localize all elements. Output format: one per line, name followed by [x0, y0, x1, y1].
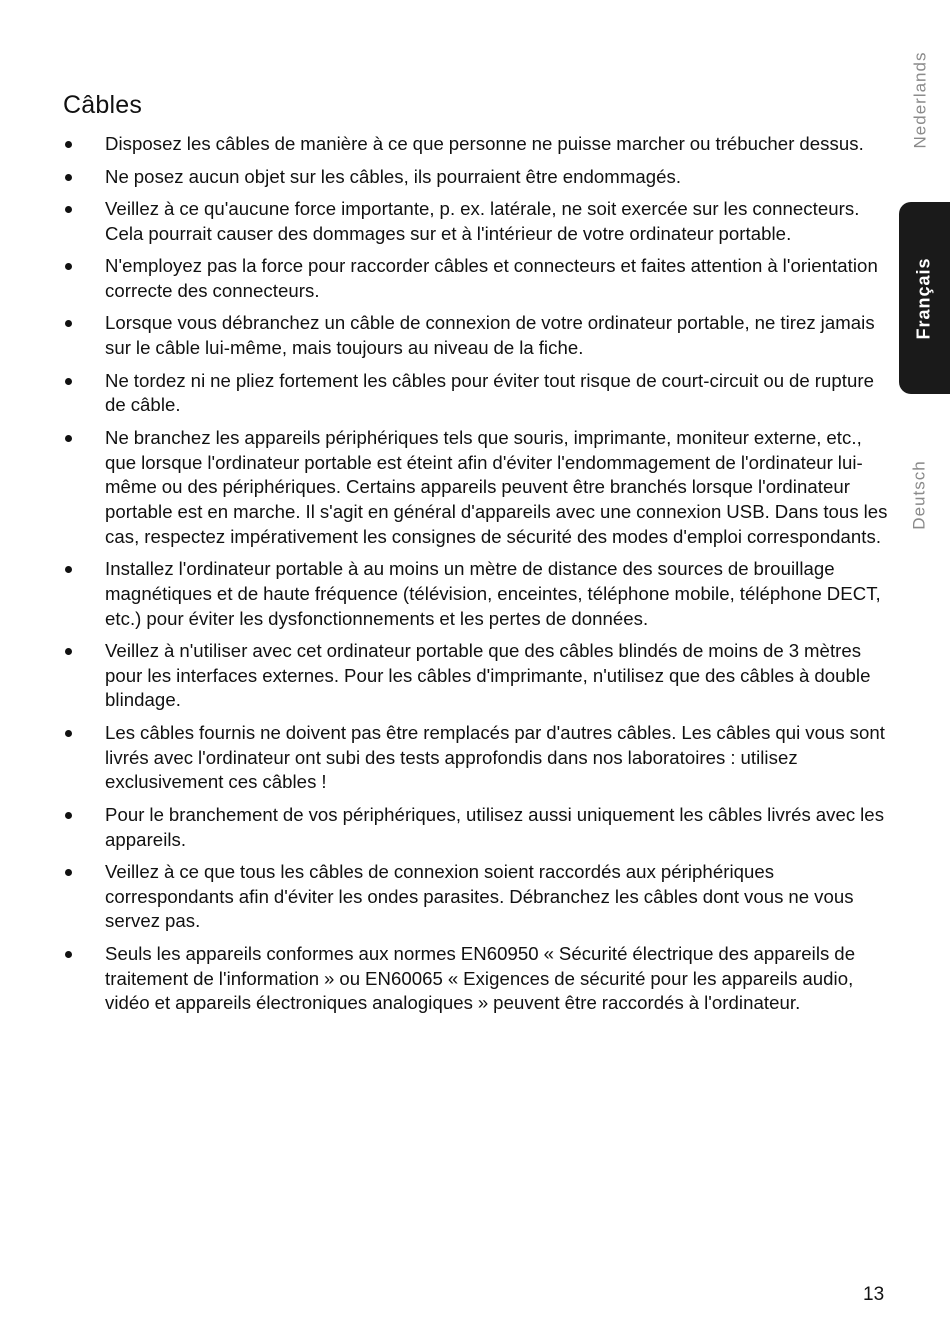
list-item-text: Les câbles fournis ne doivent pas être remplacés par d'autres câbles. Les câbles qui vous sont livrés avec l'ordinateur ont subi des tests approfondis dans nos laboratoires : utilisez exclusivement ces câbles !: [105, 721, 885, 793]
side-tab-label: Nederlands: [910, 51, 930, 149]
bullet-icon: [65, 812, 72, 819]
list-item-text: Veillez à ce que tous les câbles de connexion soient raccordés aux périphériques correspondants afin d'éviter les ondes parasites. Débranchez les câbles dont vous ne vous servez pas.: [105, 861, 854, 932]
bullet-icon: [65, 263, 72, 270]
side-tab-nederlands[interactable]: [895, 40, 945, 160]
bullet-icon: [65, 951, 72, 958]
list-item-text: Disposez les câbles de manière à ce que personne ne puisse marcher ou trébucher dessus.: [105, 133, 864, 154]
side-tab-label: Deutsch: [910, 460, 929, 530]
list-item: [63, 557, 893, 631]
list-item: [63, 426, 893, 550]
list-item-text: Lorsque vous débranchez un câble de connexion de votre ordinateur portable, ne tirez jamais sur le câble lui-même, mais toujours au niveau de la fiche.: [105, 312, 875, 359]
bullet-icon: [65, 206, 72, 213]
list-item: [63, 132, 893, 157]
list-item-text: Installez l'ordinateur portable à au moins un mètre de distance des sources de brouillage magnétiques et de haute fréquence (télévision, enceintes, téléphone mobile, téléphone DECT, etc.) pour éviter les dysfonctionnements et les pertes de données.: [105, 558, 881, 629]
list-item: [63, 165, 893, 190]
page-number: 13: [863, 1284, 885, 1305]
side-tab-deutsch[interactable]: [895, 448, 945, 542]
bullet-icon: [65, 869, 72, 876]
bullet-icon: [65, 174, 72, 181]
list-item: [63, 311, 893, 360]
bullet-list: [63, 132, 893, 1024]
bullet-icon: [65, 566, 72, 573]
bullet-icon: [65, 648, 72, 655]
list-item-text: N'employez pas la force pour raccorder câbles et connecteurs et faites attention à l'orientation correcte des connecteurs.: [105, 255, 878, 301]
bullet-icon: [65, 320, 72, 327]
bullet-icon: [65, 141, 72, 148]
list-item-text: Veillez à n'utiliser avec cet ordinateur portable que des câbles blindés de moins de 3 mètres pour les interfaces externes. Pour les câbles d'imprimante, n'utilisez que des câbles à double blindage.: [105, 640, 871, 711]
list-item: [63, 721, 893, 795]
list-item-text: Ne posez aucun objet sur les câbles, ils pourraient être endommagés.: [105, 165, 682, 187]
list-item: [63, 860, 893, 934]
list-item-text: Veillez à ce qu'aucune force importante, p. ex. latérale, ne soit exercée sur les connecteurs. Cela pourrait causer des dommages sur et à l'intérieur de votre ordinateur portable.: [105, 198, 860, 244]
list-item-text: Pour le branchement de vos périphériques, utilisez aussi uniquement les câbles livrés avec les appareils.: [105, 803, 885, 850]
list-item-text: Ne branchez les appareils périphériques tels que souris, imprimante, moniteur externe, etc., que lorsque l'ordinateur portable est éteint afin d'éviter l'endommagement de l'ordinateur lui-même ou des périphériques. Certains appareils peuvent être branchés lorsque l'ordinateur portable est en marche. Il s'agit en général d'appareils avec une connexion USB. Dans tous les cas, respectez impérativement les consignes de sécurité des modes d'emploi correspondants.: [105, 426, 888, 547]
page-title: Câbles: [63, 91, 143, 119]
list-item: [63, 639, 893, 713]
list-item: [63, 942, 893, 1016]
list-item: [63, 197, 893, 246]
list-item-text: Seuls les appareils conformes aux normes EN60950 « Sécurité électrique des appareils de traitement de l'information » ou EN60065 « Exigences de sécurité pour les appareils audio, vidéo et appareils électroniques analogiques » peuvent être raccordés à l'ordinateur.: [105, 942, 856, 1014]
side-tab-label: Français: [914, 256, 935, 340]
bullet-icon: [65, 730, 72, 737]
list-item: [63, 254, 893, 303]
list-item-text: Ne tordez ni ne pliez fortement les câbles pour éviter tout risque de court-circuit ou de rupture de câble.: [105, 369, 874, 416]
list-item: [63, 803, 893, 852]
bullet-icon: [65, 435, 72, 442]
list-item: [63, 369, 893, 418]
side-tab-francais-active[interactable]: [899, 202, 950, 394]
bullet-icon: [65, 378, 72, 385]
